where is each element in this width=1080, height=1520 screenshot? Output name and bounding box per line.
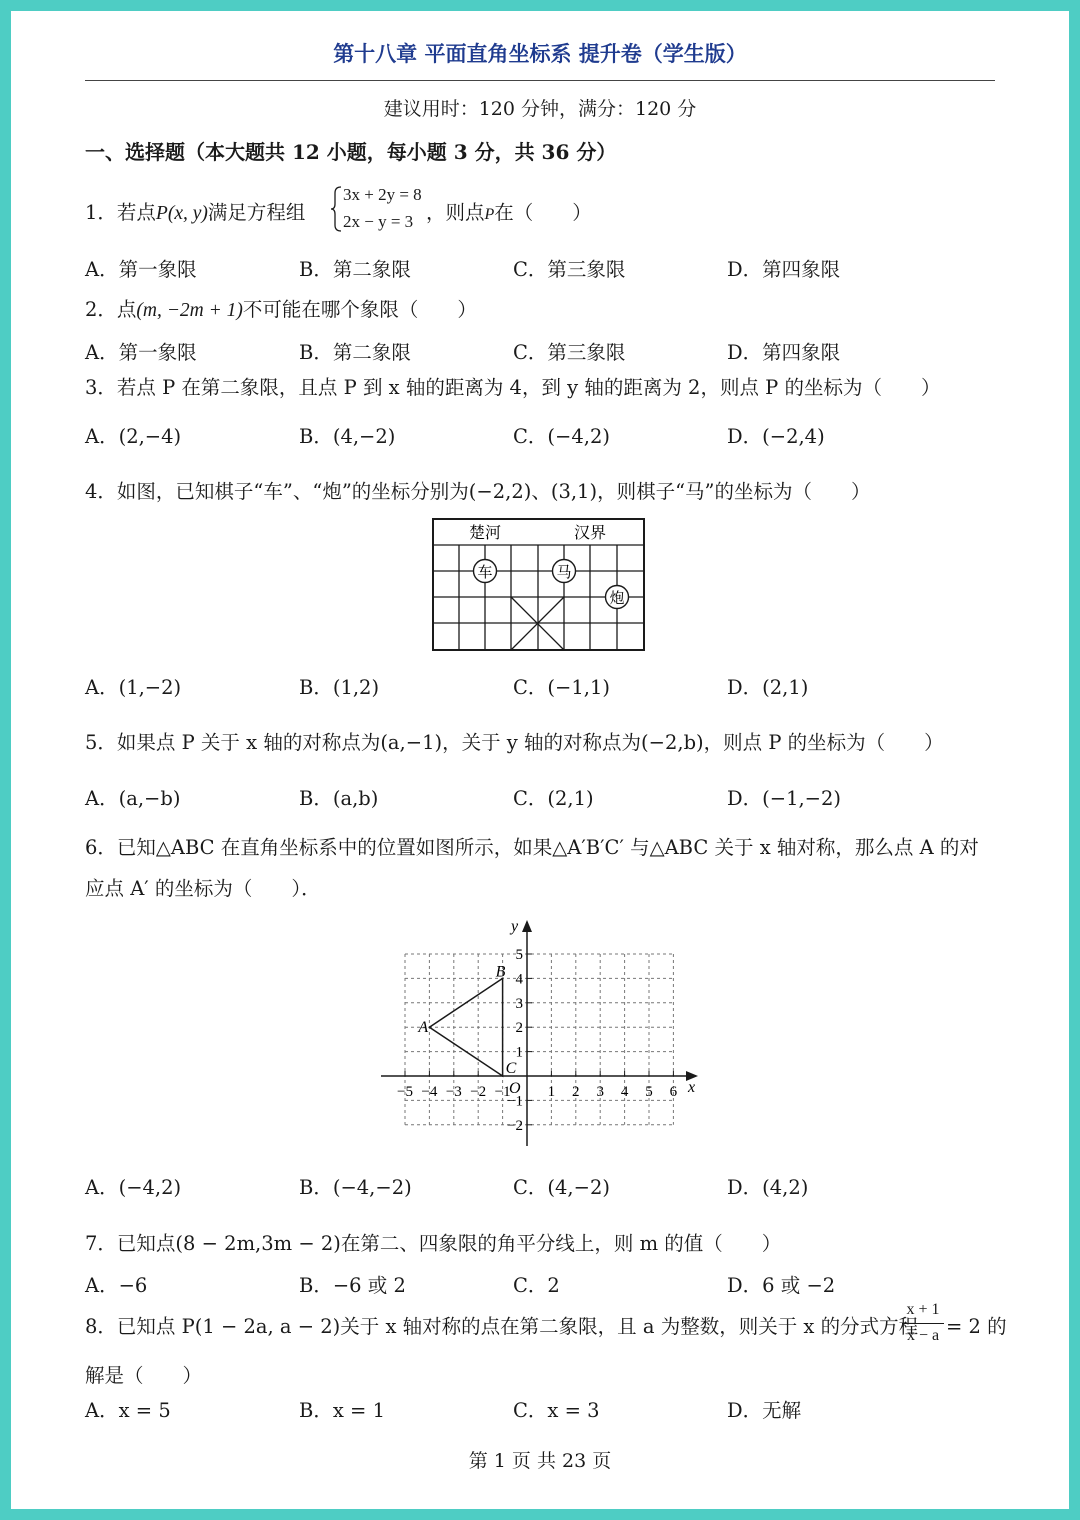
q8-frac-bar xyxy=(902,1323,944,1324)
q8-eq-tail: = 2 的 xyxy=(946,1315,1007,1338)
q5-option-d[interactable]: D．(−1,−2) xyxy=(727,787,842,810)
q1-end: 在（ ） xyxy=(494,201,592,224)
x-tick-label: −1 xyxy=(494,1084,511,1100)
q1-prefix: 1．若点 xyxy=(85,201,156,224)
q8-option-c[interactable]: C．x = 3 xyxy=(513,1399,600,1422)
q5-option-b[interactable]: B．(a,b) xyxy=(299,787,379,810)
q5-option-c[interactable]: C．(2,1) xyxy=(513,787,594,810)
title-divider xyxy=(85,80,995,81)
board-label-chuhe: 楚河 xyxy=(468,525,502,542)
q3-option-a[interactable]: A．(2,−4) xyxy=(85,425,182,448)
x-tick-label: 2 xyxy=(572,1084,580,1100)
x-axis-label: x xyxy=(688,1079,696,1096)
q1-point: P(x, y) xyxy=(155,203,208,224)
q2-option-d[interactable]: D．第四象限 xyxy=(727,341,841,364)
question-6-line1: 6．已知△ABC 在直角坐标系中的位置如图所示，如果△A′B′C′ 与△ABC 关于 x 轴对称，那么点 A 的对 xyxy=(85,836,979,859)
question-5: 5．如果点 P 关于 x 轴的对称点为(a,−1)，关于 y 轴的对称点为(−2,b)，则点 P 的坐标为（ ） xyxy=(85,731,944,754)
q6-option-c[interactable]: C．(4,−2) xyxy=(513,1176,610,1199)
y-tick-label: 3 xyxy=(515,995,523,1012)
exam-info: 建议用时：120 分钟，满分：120 分 xyxy=(383,98,697,120)
axis-ticks xyxy=(397,947,678,1134)
y-tick-label: 2 xyxy=(515,1020,523,1037)
x-tick-label: −5 xyxy=(397,1084,413,1100)
x-tick-label: 6 xyxy=(669,1084,678,1100)
y-tick-label: 4 xyxy=(515,971,523,988)
q2-prefix: 2．点 xyxy=(85,298,137,321)
q1-eq2: 2x − y = 3 xyxy=(343,212,414,231)
piece-ma-label: 马 xyxy=(556,565,572,581)
board-label-hanjie: 汉界 xyxy=(573,525,607,542)
x-tick-label: −4 xyxy=(421,1084,438,1100)
q2-point: (m, −2m + 1) xyxy=(136,300,243,321)
q1-suffix: ，则点 xyxy=(426,201,485,224)
x-tick-label: −2 xyxy=(470,1084,487,1100)
q4-option-b[interactable]: B．(1,2) xyxy=(299,676,380,699)
vertex-label-b: B xyxy=(495,963,506,981)
chessboard-figure xyxy=(432,518,646,656)
q8-option-b[interactable]: B．x = 1 xyxy=(299,1399,385,1422)
q1-eq1: 3x + 2y = 8 xyxy=(343,185,422,204)
q1-mid: 满足方程组 xyxy=(207,201,306,224)
q2-option-b[interactable]: B．第二象限 xyxy=(299,341,411,364)
q2-option-a[interactable]: A．第一象限 xyxy=(85,341,197,364)
vertex-label-a: A xyxy=(418,1019,429,1037)
q8-frac-num: x + 1 xyxy=(906,1301,940,1318)
q1-tail xyxy=(426,197,592,225)
q4-option-d[interactable]: D．(2,1) xyxy=(727,676,809,699)
q6-option-d[interactable]: D．(4,2) xyxy=(727,1176,809,1199)
q7-option-d[interactable]: D．6 或 −2 xyxy=(727,1274,836,1297)
question-1 xyxy=(85,197,305,225)
x-tick-label: 1 xyxy=(547,1084,556,1100)
y-axis-label: y xyxy=(511,918,519,935)
x-tick-label: 5 xyxy=(645,1084,653,1100)
q8-option-d[interactable]: D．无解 xyxy=(727,1399,802,1422)
q6-option-b[interactable]: B．(−4,−2) xyxy=(299,1176,412,1199)
section-heading: 一、选择题（本大题共 12 小题，每小题 3 分，共 36 分） xyxy=(85,140,617,164)
q3-option-b[interactable]: B．(4,−2) xyxy=(299,425,396,448)
q4-option-a[interactable]: A．(1,−2) xyxy=(85,676,182,699)
q1-option-d[interactable]: D．第四象限 xyxy=(727,258,841,281)
q1-option-a[interactable]: A．第一象限 xyxy=(85,258,197,281)
q7-option-a[interactable]: A．−6 xyxy=(85,1274,148,1297)
q7-option-c[interactable]: C．2 xyxy=(513,1274,560,1297)
q5-option-a[interactable]: A．(a,−b) xyxy=(85,787,181,810)
y-tick-label: 5 xyxy=(515,947,523,963)
x-tick-label: 4 xyxy=(620,1084,629,1100)
q3-option-c[interactable]: C．(−4,2) xyxy=(513,425,610,448)
q6-option-a[interactable]: A．(−4,2) xyxy=(85,1176,182,1199)
q2-suffix: 不可能在哪个象限（ ） xyxy=(242,298,477,321)
piece-che-label: 车 xyxy=(477,565,493,581)
page-footer: 第 1 页 共 23 页 xyxy=(468,1450,612,1472)
y-tick-label: −1 xyxy=(507,1093,523,1110)
q1-option-b[interactable]: B．第二象限 xyxy=(299,258,411,281)
question-6-line2: 应点 A′ 的坐标为（ ）． xyxy=(85,877,321,900)
x-tick-label: −3 xyxy=(445,1084,462,1100)
q7-option-b[interactable]: B．−6 或 2 xyxy=(299,1274,406,1297)
vertex-label-c: C xyxy=(505,1060,517,1077)
origin-label: O xyxy=(509,1080,521,1097)
question-2 xyxy=(85,294,477,322)
q2-option-c[interactable]: C．第三象限 xyxy=(513,341,626,364)
q8-frac-den: x − a xyxy=(906,1327,940,1344)
page-title: 第十八章 平面直角坐标系 提升卷（学生版） xyxy=(333,42,747,66)
coordinate-figure xyxy=(376,912,706,1156)
q4-option-c[interactable]: C．(−1,1) xyxy=(513,676,610,699)
question-7: 7．已知点(8 − 2m,3m − 2)在第二、四象限的角平分线上，则 m 的值（ ） xyxy=(85,1232,782,1255)
q1-option-c[interactable]: C．第三象限 xyxy=(513,258,626,281)
question-8: 8．已知点 P(1 − 2a, a − 2)关于 x 轴对称的点在第二象限，且 a 为整数，则关于 x 的分式方程 xyxy=(85,1315,919,1338)
q3-option-d[interactable]: D．(−2,4) xyxy=(727,425,825,448)
vertex-labels xyxy=(417,963,516,1077)
question-3: 3．若点 P 在第二象限，且点 P 到 x 轴的距离为 4，到 y 轴的距离为 2，则点 P 的坐标为（ ） xyxy=(85,376,941,399)
y-axis-arrow xyxy=(522,920,532,932)
piece-pao-label: 炮 xyxy=(609,591,625,607)
y-tick-label: 1 xyxy=(515,1044,523,1061)
x-tick-label: 3 xyxy=(596,1084,604,1100)
q8-option-a[interactable]: A．x = 5 xyxy=(85,1399,171,1422)
question-8-line2: 解是（ ） xyxy=(85,1364,203,1387)
q1-brace xyxy=(330,186,342,232)
q1-p: P xyxy=(484,206,495,223)
question-4: 4．如图，已知棋子“车”、“炮”的坐标分别为(−2,2)、(3,1)，则棋子“马”的坐标为（ ） xyxy=(85,480,871,503)
y-tick-label: −2 xyxy=(507,1117,523,1134)
